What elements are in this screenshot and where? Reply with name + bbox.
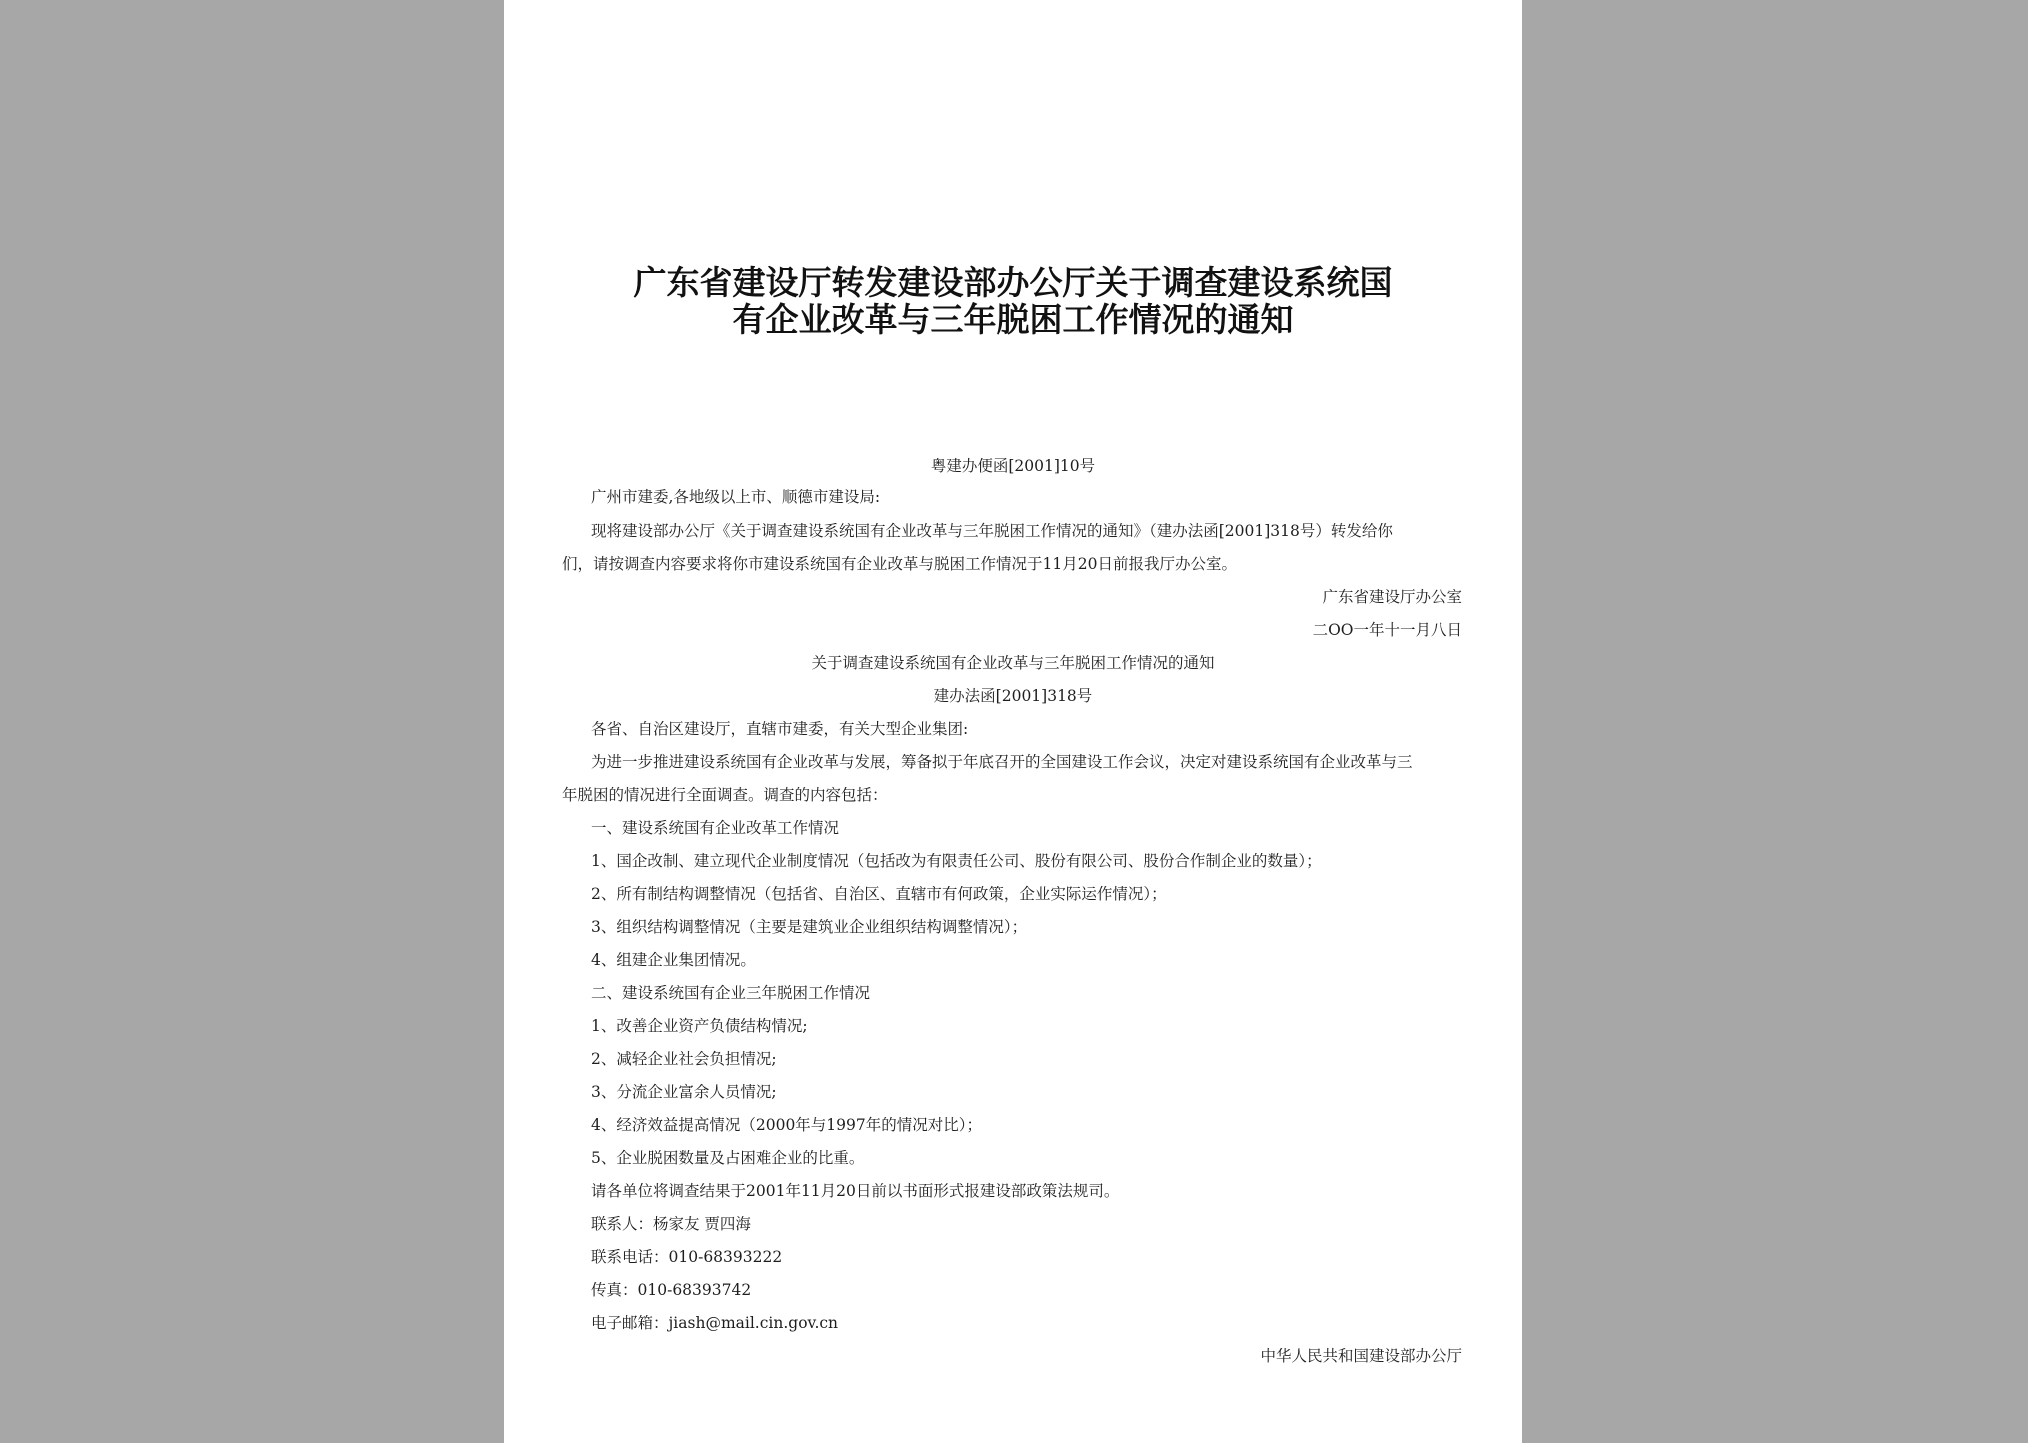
body-line-1: 现将建设部办公厅《关于调查建设系统国有企业改革与三年脱困工作情况的通知》（建办法函[2001]318号）转发给你 <box>591 522 1393 540</box>
section1-item: 1、国企改制、建立现代企业制度情况（包括改为有限责任公司、股份有限公司、股份合作制企业的数量）； <box>591 852 1322 870</box>
section2-item: 3、分流企业富余人员情况; <box>591 1083 777 1101</box>
section1-item: 4、组建企业集团情况。 <box>591 951 756 969</box>
document-title-line2: 有企业改革与三年脱困工作情况的通知 <box>732 300 1294 339</box>
section1-item: 2、所有制结构调整情况（包括省、自治区、直辖市有何政策，企业实际运作情况）； <box>591 885 1167 903</box>
notice-intro-line-2: 年脱困的情况进行全面调查。调查的内容包括： <box>562 786 888 804</box>
section2-item: 4、经济效益提高情况（2000年与1997年的情况对比）； <box>591 1116 983 1134</box>
section2-item: 5、企业脱困数量及占困难企业的比重。 <box>591 1149 865 1167</box>
section2-item: 1、改善企业资产负债结构情况; <box>591 1017 808 1035</box>
signature: 广东省建设厅办公室 <box>1322 588 1462 606</box>
section2-item: 2、减轻企业社会负担情况; <box>591 1050 777 1068</box>
section1-heading: 一、建设系统国有企业改革工作情况 <box>591 819 840 837</box>
section1-item: 3、组织结构调整情况（主要是建筑业企业组织结构调整情况）； <box>591 918 1028 936</box>
date: 二OO一年十一月八日 <box>1312 621 1462 639</box>
document-number: 粤建办便函[2001]10号 <box>930 457 1096 475</box>
addressee: 广州市建委,各地级以上市、顺德市建设局: <box>591 488 881 506</box>
document-title-line1: 广东省建设厅转发建设部办公厅关于调查建设系统国 <box>633 263 1393 302</box>
notice-addressee: 各省、自治区建设厅，直辖市建委，有关大型企业集团: <box>591 720 969 738</box>
body-line-2: 们，请按调查内容要求将你市建设系统国有企业改革与脱困工作情况于11月20日前报我厅办公室。 <box>562 555 1237 573</box>
request: 请各单位将调查结果于2001年11月20日前以书面形式报建设部政策法规司。 <box>591 1182 1120 1200</box>
notice-intro-line-1: 为进一步推进建设系统国有企业改革与发展，筹备拟于年底召开的全国建设工作会议，决定对建设系统国有企业改革与三 <box>591 753 1413 771</box>
notice-number: 建办法函[2001]318号 <box>933 687 1093 705</box>
email: 电子邮箱：jiash@mail.cin.gov.cn <box>591 1314 839 1332</box>
fax: 传真：010-68393742 <box>591 1281 752 1299</box>
contact-phone: 联系电话：010-68393222 <box>591 1248 783 1266</box>
section2-heading: 二、建设系统国有企业三年脱困工作情况 <box>591 984 871 1002</box>
contact-person: 联系人：杨家友 贾四海 <box>591 1215 751 1233</box>
issuer: 中华人民共和国建设部办公厅 <box>1260 1347 1462 1365</box>
document-page <box>504 0 1522 1443</box>
notice-title: 关于调查建设系统国有企业改革与三年脱困工作情况的通知 <box>811 654 1215 672</box>
